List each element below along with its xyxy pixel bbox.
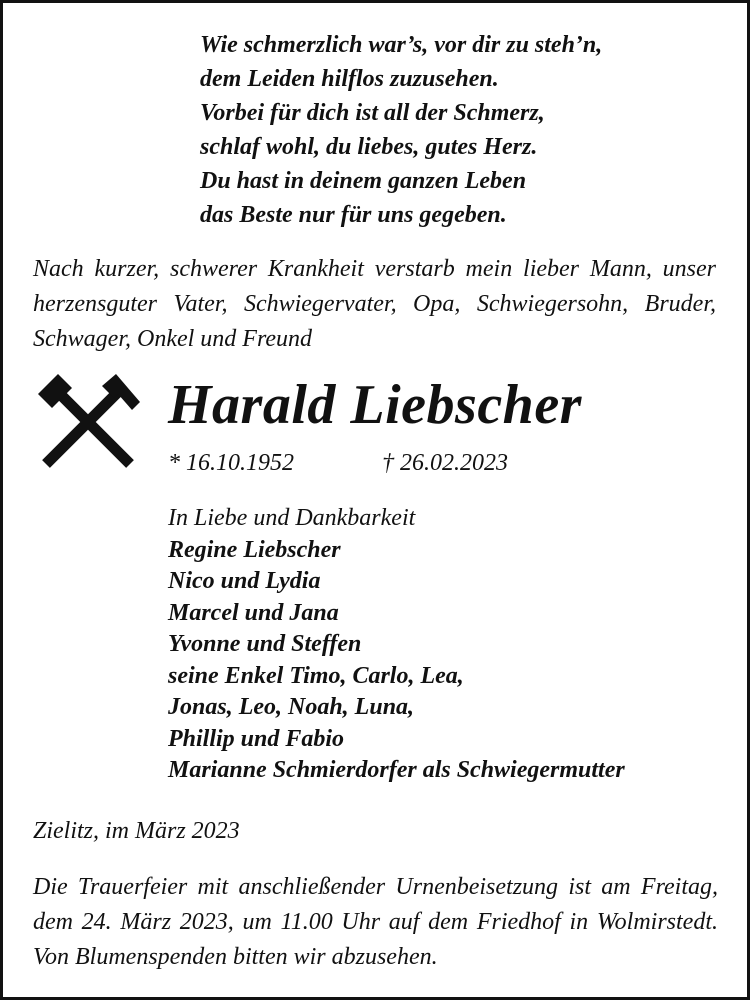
poem-line: Du hast in deinem ganzen Leben	[200, 168, 527, 194]
death-date: † 26.02.2023	[382, 450, 508, 476]
mourners-lead: In Liebe und Dankbarkeit	[168, 505, 416, 531]
poem	[200, 28, 720, 232]
poem-line: schlaf wohl, du liebes, gutes Herz.	[200, 134, 538, 160]
mourner-name: seine Enkel Timo, Carlo, Lea,	[168, 662, 464, 689]
intro-text: Nach kurzer, schwerer Krankheit verstarb mein lieber Mann, unser herzensguter Vater, Schwiegervater, Opa, Schwiegersohn, Bruder, Schwager, Onkel und Freund	[33, 256, 716, 352]
mourner-name: Regine Liebscher	[168, 536, 341, 563]
hammer-and-pick-icon	[36, 372, 140, 470]
poem-line: Wie schmerzlich war’s, vor dir zu steh’n,	[200, 32, 603, 58]
mourner-name: Yvonne und Steffen	[168, 631, 362, 657]
mourner-name: Marianne Schmierdorfer als Schwiegermutter	[168, 757, 625, 783]
birth-date: * 16.10.1952	[168, 450, 294, 476]
funeral-info: Die Trauerfeier mit anschließender Urnenbeisetzung ist am Freitag, dem 24. März 2023, um 11.00 Uhr auf dem Friedhof in Wolmirstedt. Von Blumenspenden bitten wir abzusehen.	[33, 874, 718, 970]
place-date: Zielitz, im März 2023	[33, 818, 240, 844]
mourner-name: Phillip und Fabio	[168, 725, 345, 752]
poem-line: Vorbei für dich ist all der Schmerz,	[200, 100, 545, 126]
deceased-name: Harald Liebscher	[168, 374, 582, 436]
mourners-list	[168, 503, 728, 787]
poem-line: das Beste nur für uns gegeben.	[200, 202, 507, 228]
mourner-name: Marcel und Jana	[168, 599, 339, 626]
mourner-name: Jonas, Leo, Noah, Luna,	[168, 694, 415, 720]
poem-line: dem Leiden hilflos zuzusehen.	[200, 66, 499, 92]
mourner-name: Nico und Lydia	[168, 568, 321, 594]
